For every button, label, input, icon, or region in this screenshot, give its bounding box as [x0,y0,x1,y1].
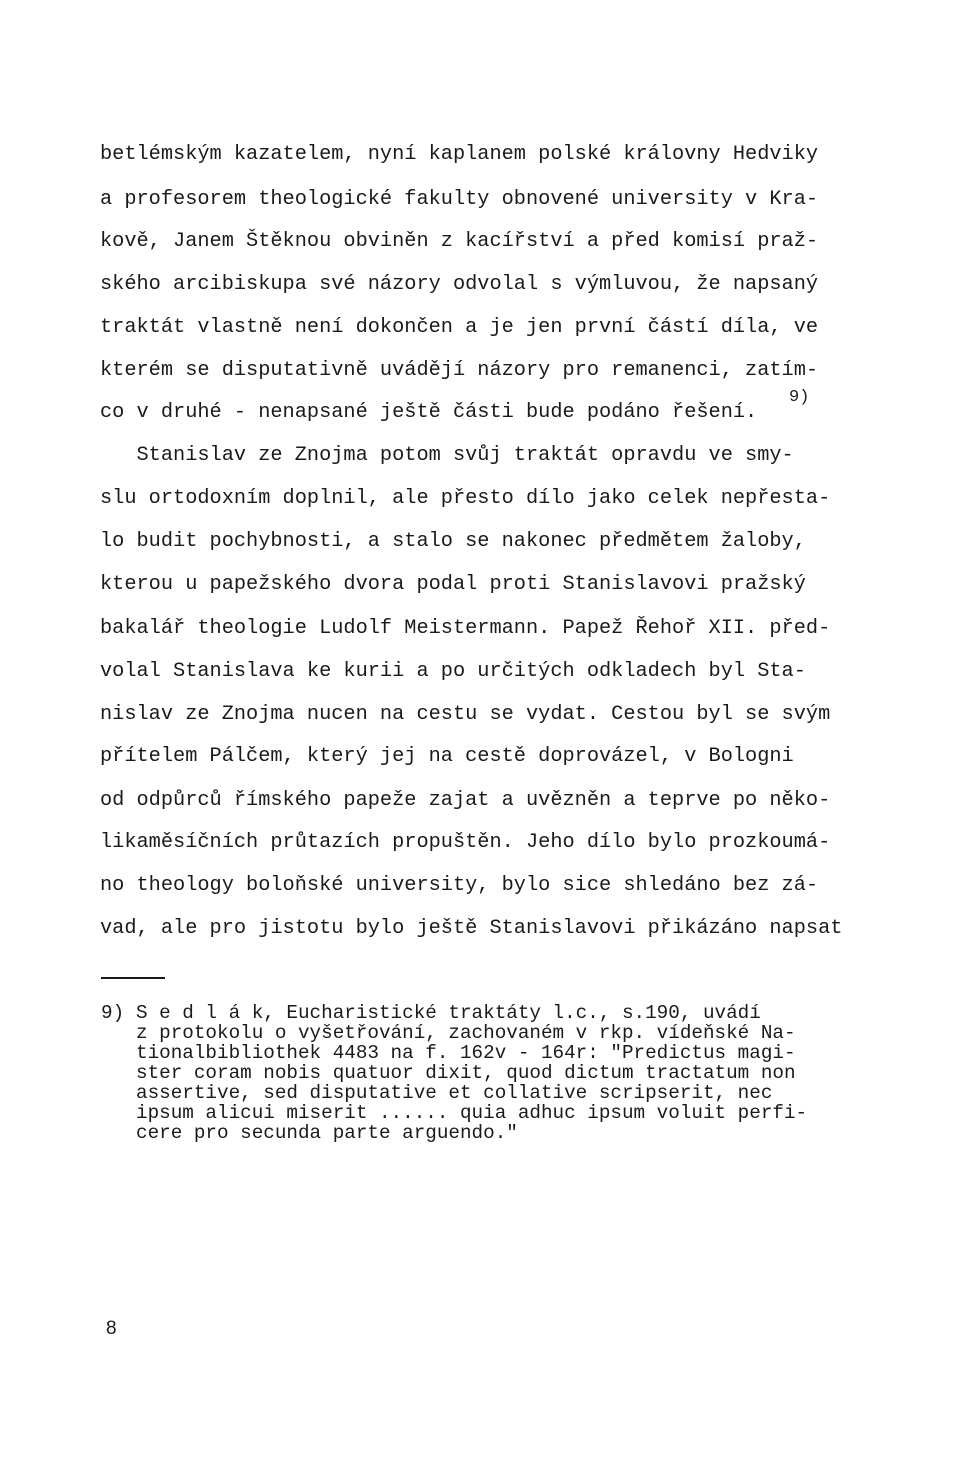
body-line: Stanislav ze Znojma potom svůj traktát opravdu ve smy- [100,444,794,467]
footnote-line: z protokolu o vyšetřování, zachovaném v rkp. vídeňské Na- [136,1022,796,1044]
footnote-marker: 9) [101,1002,125,1024]
body-line: vad, ale pro jistotu bylo ještě Stanislavovi přikázáno napsat [100,917,843,940]
body-line: volal Stanislava ke kurii a po určitých odkladech byl Sta- [100,660,806,683]
body-line: bakalář theologie Ludolf Meistermann. Papež Řehoř XII. před- [100,617,831,640]
body-line: od odpůrců římského papeže zajat a uvězněn a teprve po něko- [100,789,831,812]
body-line: co v druhé - nenapsané ještě části bude podáno řešení. [100,401,758,424]
footnote-line: assertive, sed disputative et collative scripserit, nec [136,1082,773,1104]
footnote-line: tionalbibliothek 4483 na f. 162v - 164r: "Predictus magi- [136,1042,796,1064]
body-line: přítelem Pálčem, který jej na cestě doprovázel, v Bologni [100,745,794,768]
body-line: a profesorem theologické fakulty obnovené university v Kra- [100,188,819,211]
footnote-line: ipsum alicui miserit ...... quia adhuc ipsum voluit perfi- [136,1102,808,1124]
body-line: no theology boloňské university, bylo sice shledáno bez zá- [100,874,819,897]
footnote-line: S e d l á k, Eucharistické traktáty l.c., s.190, uvádí [136,1002,761,1024]
body-line: nislav ze Znojma nucen na cestu se vydat. Cestou byl se svým [100,703,831,726]
footnote-reference: 9) [789,388,810,407]
footnote-line: cere pro secunda parte arguendo." [136,1122,518,1144]
body-line: kově, Janem Štěknou obviněn z kacířství a před komisí praž- [100,230,819,253]
body-line: ského arcibiskupa své názory odvolal s výmluvou, že napsaný [100,273,819,296]
body-line: betlémským kazatelem, nyní kaplanem polské královny Hedviky [100,143,819,166]
body-line: kterém se disputativně uvádějí názory pro remanenci, zatím- [100,359,819,382]
body-line: lo budit pochybnosti, a stalo se nakonec předmětem žaloby, [100,530,806,553]
footnote-separator [101,977,165,979]
footnote-line: ster coram nobis quatuor dixit, quod dictum tractatum non [136,1062,796,1084]
body-line: likaměsíčních průtazích propuštěn. Jeho dílo bylo prozkoumá- [100,831,831,854]
body-line: traktát vlastně není dokončen a je jen první částí díla, ve [100,316,819,339]
page-number: 8 [106,1318,117,1339]
body-line: slu ortodoxním doplnil, ale přesto dílo jako celek nepřesta- [100,487,831,510]
body-line: kterou u papežského dvora podal proti Stanislavovi pražský [100,573,806,596]
